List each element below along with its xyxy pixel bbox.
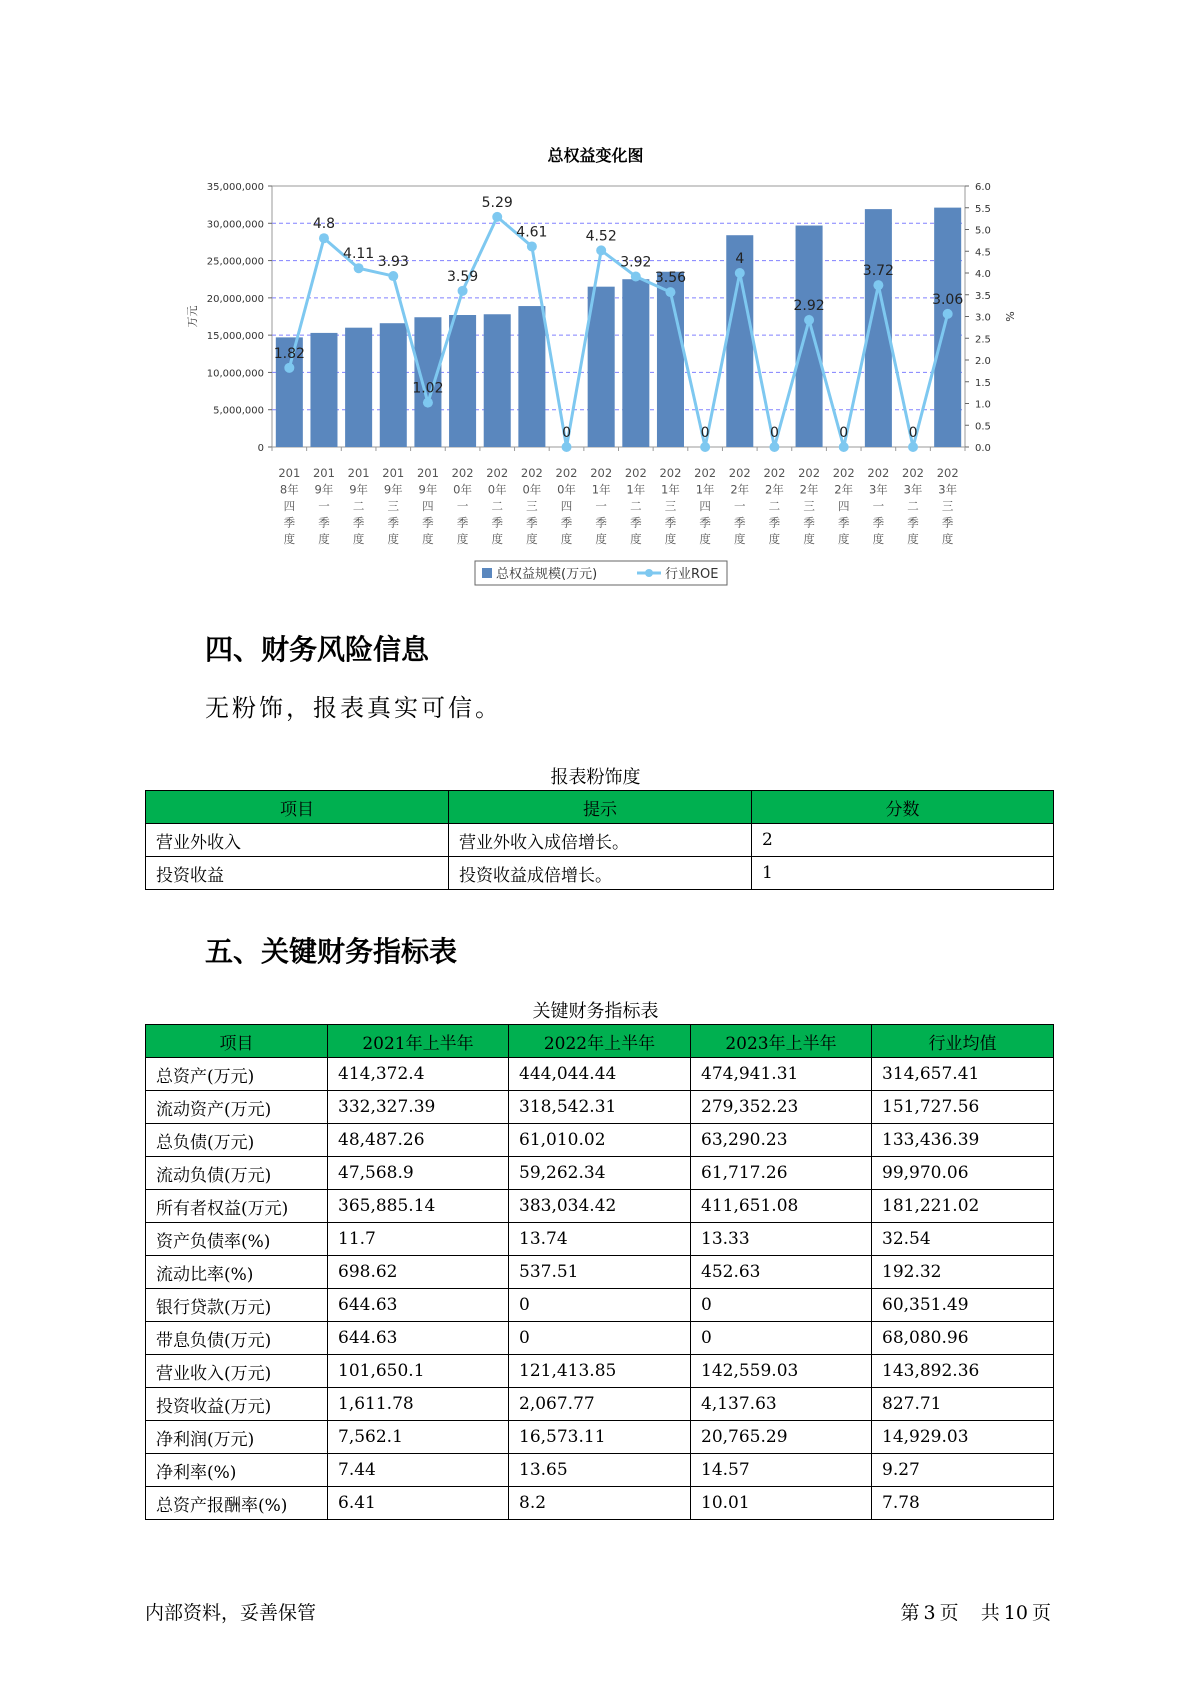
y2-tick-label: 6.0: [975, 182, 991, 193]
kpi-table-cell: 314,657.41: [872, 1058, 1054, 1091]
roe-data-label: 3.59: [446, 268, 479, 285]
kpi-table-row: [146, 1091, 1054, 1124]
roe-data-label: 0: [839, 425, 849, 441]
kpi-table-row: [146, 1454, 1054, 1487]
roe-data-label: 4.61: [516, 224, 548, 241]
roe-data-label: 0: [562, 425, 571, 441]
risk-table-header-cell: 提示: [449, 791, 752, 824]
legend-bar-swatch: [482, 568, 492, 578]
kpi-table: [145, 1024, 1054, 1520]
roe-point: [631, 271, 641, 281]
kpi-table-header-cell: 项目: [146, 1025, 328, 1058]
kpi-table-row: [146, 1256, 1054, 1289]
kpi-table-row: [146, 1223, 1054, 1256]
kpi-table-caption: 关键财务指标表: [532, 1001, 659, 1022]
kpi-table-cell: 452.63: [691, 1256, 872, 1289]
x-tick-label: 202 0年二季度: [486, 466, 509, 546]
plot-frame: [272, 186, 965, 447]
kpi-table-cell: 32.54: [872, 1223, 1054, 1256]
kpi-table-cell: 383,034.42: [509, 1190, 691, 1223]
roe-point: [284, 363, 294, 373]
y-tick-label: 15,000,000: [206, 331, 264, 343]
section4-text: 无粉饰，报表真实可信。: [205, 694, 502, 722]
risk-table-cell: 投资收益: [146, 857, 449, 890]
page-unit: 页: [939, 1602, 959, 1624]
kpi-table-cell: 净利润(万元): [146, 1421, 328, 1454]
risk-table-row: [146, 857, 1054, 890]
y-tick-label: 0: [257, 443, 264, 454]
total-label: 共: [980, 1602, 1000, 1624]
y2-tick-label: 4.5: [975, 247, 991, 259]
kpi-table-row: [146, 1190, 1054, 1223]
roe-point: [943, 309, 953, 319]
page-number: 3: [923, 1602, 936, 1624]
kpi-table-cell: 8.2: [509, 1487, 691, 1520]
kpi-table-cell: 474,941.31: [691, 1058, 872, 1091]
roe-point: [769, 442, 779, 452]
roe-point: [562, 442, 572, 452]
roe-data-label: 3.92: [620, 254, 652, 271]
risk-table-cell: 1: [752, 857, 1054, 890]
y2-tick-label: 3.5: [975, 290, 991, 302]
equity-bar: [310, 333, 337, 447]
roe-data-label: 4.8: [312, 216, 336, 233]
kpi-table-cell: 0: [509, 1289, 691, 1322]
roe-point: [388, 271, 398, 281]
chart-title: 总权益变化图: [547, 146, 644, 165]
risk-table-row: [146, 824, 1054, 857]
kpi-table-cell: 6.41: [328, 1487, 509, 1520]
roe-point: [908, 442, 918, 452]
kpi-table-cell: 48,487.26: [328, 1124, 509, 1157]
kpi-table-row: [146, 1421, 1054, 1454]
roe-data-label: 1.82: [273, 345, 305, 362]
y2-tick-label: 5.0: [975, 225, 991, 237]
roe-point: [804, 315, 814, 325]
risk-table-header-cell: 分数: [752, 791, 1054, 824]
footer-page-info: [899, 1598, 1053, 1625]
kpi-table-header-row: [146, 1025, 1054, 1058]
kpi-table-row: [146, 1355, 1054, 1388]
roe-point: [700, 442, 710, 452]
x-tick-label: 202 3年三季度: [936, 466, 959, 546]
roe-data-label: 4: [735, 251, 745, 267]
risk-table-header-cell: 项目: [146, 791, 449, 824]
kpi-table-cell: 1,611.78: [328, 1388, 509, 1421]
legend-bar-label: 总权益规模(万元): [496, 567, 598, 582]
y-tick-label: 35,000,000: [206, 182, 264, 193]
kpi-table-cell: 13.33: [691, 1223, 872, 1256]
kpi-table-cell: 带息负债(万元): [146, 1322, 328, 1355]
legend-line-label: 行业ROE: [665, 567, 719, 582]
roe-point: [839, 442, 849, 452]
kpi-table-cell: 营业收入(万元): [146, 1355, 328, 1388]
kpi-table-row: [146, 1058, 1054, 1091]
footer-confidential: 内部资料，妥善保管: [145, 1602, 317, 1624]
y2-tick-label: 0.0: [975, 443, 991, 454]
x-tick-label: 202 1年一季度: [590, 466, 613, 546]
kpi-table-cell: 投资收益(万元): [146, 1388, 328, 1421]
roe-data-label: 2.92: [793, 297, 825, 314]
kpi-table-cell: 60,351.49: [872, 1289, 1054, 1322]
roe-point: [873, 280, 883, 290]
section4-heading: 四、财务风险信息: [205, 633, 430, 666]
equity-bar: [622, 279, 649, 447]
x-tick-label: 201 9年三季度: [382, 466, 405, 546]
total-pages: 10: [1003, 1602, 1028, 1624]
kpi-table-cell: 总资产(万元): [146, 1058, 328, 1091]
roe-data-label: 4.52: [585, 228, 617, 245]
y2-tick-label: 1.0: [975, 399, 991, 411]
equity-bar: [345, 328, 372, 447]
risk-table-cell: 投资收益成倍增长。: [449, 857, 752, 890]
roe-point: [354, 263, 364, 273]
kpi-table-cell: 14,929.03: [872, 1421, 1054, 1454]
kpi-table-cell: 181,221.02: [872, 1190, 1054, 1223]
kpi-table-cell: 流动比率(%): [146, 1256, 328, 1289]
kpi-table-cell: 151,727.56: [872, 1091, 1054, 1124]
roe-data-label: 0: [769, 425, 779, 441]
kpi-table-cell: 所有者权益(万元): [146, 1190, 328, 1223]
y-tick-label: 5,000,000: [213, 405, 264, 417]
kpi-table-cell: 9.27: [872, 1454, 1054, 1487]
kpi-table-cell: 121,413.85: [509, 1355, 691, 1388]
kpi-table-cell: 11.7: [328, 1223, 509, 1256]
kpi-table-header-cell: 行业均值: [872, 1025, 1054, 1058]
kpi-table-cell: 698.62: [328, 1256, 509, 1289]
x-tick-label: 202 2年三季度: [798, 466, 821, 546]
kpi-table-cell: 537.51: [509, 1256, 691, 1289]
roe-data-label: 0: [700, 425, 710, 441]
kpi-table-cell: 13.65: [509, 1454, 691, 1487]
kpi-table-row: [146, 1157, 1054, 1190]
x-tick-label: 201 8年四季度: [278, 466, 301, 546]
kpi-table-cell: 192.32: [872, 1256, 1054, 1289]
x-tick-label: 202 1年四季度: [694, 466, 717, 546]
kpi-table-cell: 16,573.11: [509, 1421, 691, 1454]
kpi-table-row: [146, 1322, 1054, 1355]
y2-tick-label: 1.5: [975, 377, 991, 389]
kpi-table-cell: 总资产报酬率(%): [146, 1487, 328, 1520]
kpi-table-cell: 流动资产(万元): [146, 1091, 328, 1124]
roe-point: [665, 287, 675, 297]
kpi-table-cell: 流动负债(万元): [146, 1157, 328, 1190]
kpi-table-cell: 61,717.26: [691, 1157, 872, 1190]
x-tick-label: 201 9年一季度: [312, 466, 335, 546]
equity-bar: [380, 323, 407, 447]
x-tick-label: 202 3年二季度: [902, 466, 925, 546]
x-tick-label: 202 0年三季度: [520, 466, 543, 546]
risk-table: [145, 790, 1054, 890]
x-tick-label: 201 9年二季度: [347, 466, 370, 546]
y-tick-label: 20,000,000: [206, 293, 264, 305]
kpi-table-cell: 133,436.39: [872, 1124, 1054, 1157]
roe-data-label: 3.72: [862, 263, 894, 280]
x-tick-label: 202 1年三季度: [659, 466, 682, 546]
kpi-table-cell: 13.74: [509, 1223, 691, 1256]
kpi-table-row: [146, 1487, 1054, 1520]
roe-data-label: 4.11: [343, 246, 375, 263]
x-tick-label: 202 2年一季度: [728, 466, 751, 546]
roe-data-label: 3.56: [654, 270, 687, 287]
roe-data-label: 3.06: [932, 291, 964, 308]
kpi-table-cell: 99,970.06: [872, 1157, 1054, 1190]
roe-point: [423, 398, 433, 408]
kpi-table-cell: 365,885.14: [328, 1190, 509, 1223]
kpi-table-cell: 644.63: [328, 1322, 509, 1355]
kpi-table-row: [146, 1289, 1054, 1322]
roe-point: [596, 245, 606, 255]
kpi-table-cell: 0: [691, 1289, 872, 1322]
kpi-table-cell: 资产负债率(%): [146, 1223, 328, 1256]
kpi-table-header-cell: 2022年上半年: [509, 1025, 691, 1058]
page-label: 第: [900, 1602, 920, 1624]
x-tick-label: 202 2年四季度: [832, 466, 855, 546]
kpi-table-cell: 61,010.02: [509, 1124, 691, 1157]
roe-point: [458, 286, 468, 296]
kpi-table-cell: 0: [509, 1322, 691, 1355]
x-tick-label: 202 0年四季度: [555, 466, 578, 546]
x-tick-label: 202 2年二季度: [763, 466, 786, 546]
section5-heading: 五、关键财务指标表: [205, 935, 458, 968]
roe-point: [527, 241, 537, 251]
kpi-table-cell: 332,327.39: [328, 1091, 509, 1124]
y-tick-label: 10,000,000: [206, 368, 264, 380]
roe-data-label: 3.93: [377, 254, 409, 271]
kpi-table-cell: 444,044.44: [509, 1058, 691, 1091]
roe-data-label: 5.29: [481, 194, 513, 211]
equity-bar: [932, 208, 964, 447]
kpi-table-cell: 59,262.34: [509, 1157, 691, 1190]
kpi-table-cell: 4,137.63: [691, 1388, 872, 1421]
kpi-table-cell: 101,650.1: [328, 1355, 509, 1388]
y-tick-label: 25,000,000: [206, 256, 264, 268]
roe-point: [319, 233, 329, 243]
kpi-table-cell: 10.01: [691, 1487, 872, 1520]
x-tick-label: 201 9年四季度: [416, 466, 439, 546]
x-tick-label: 202 0年一季度: [451, 466, 474, 546]
kpi-table-cell: 2,067.77: [509, 1388, 691, 1421]
roe-point: [492, 212, 502, 222]
x-tick-label: 202 3年一季度: [867, 466, 890, 546]
kpi-table-cell: 644.63: [328, 1289, 509, 1322]
y2-tick-label: 0.5: [975, 421, 991, 433]
kpi-table-cell: 总负债(万元): [146, 1124, 328, 1157]
risk-table-cell: 营业外收入成倍增长。: [449, 824, 752, 857]
kpi-table-cell: 68,080.96: [872, 1322, 1054, 1355]
kpi-table-cell: 827.71: [872, 1388, 1054, 1421]
kpi-table-header-cell: 2021年上半年: [328, 1025, 509, 1058]
risk-table-cell: 2: [752, 824, 1054, 857]
y2-tick-label: 2.5: [975, 334, 991, 346]
kpi-table-cell: 47,568.9: [328, 1157, 509, 1190]
total-unit: 页: [1031, 1602, 1051, 1624]
kpi-table-cell: 142,559.03: [691, 1355, 872, 1388]
equity-bar: [484, 314, 511, 447]
y2-tick-label: 4.0: [975, 269, 991, 280]
kpi-table-cell: 279,352.23: [691, 1091, 872, 1124]
kpi-table-cell: 0: [691, 1322, 872, 1355]
y2-tick-label: 5.5: [975, 203, 991, 215]
kpi-table-cell: 7.78: [872, 1487, 1054, 1520]
equity-bar: [518, 306, 545, 447]
kpi-table-cell: 7,562.1: [328, 1421, 509, 1454]
kpi-table-cell: 143,892.36: [872, 1355, 1054, 1388]
kpi-table-cell: 净利率(%): [146, 1454, 328, 1487]
y2-tick-label: 3.0: [975, 312, 991, 324]
kpi-table-row: [146, 1388, 1054, 1421]
kpi-table-cell: 318,542.31: [509, 1091, 691, 1124]
risk-table-header-row: [146, 791, 1054, 824]
risk-table-cell: 营业外收入: [146, 824, 449, 857]
kpi-table-cell: 20,765.29: [691, 1421, 872, 1454]
kpi-table-header-cell: 2023年上半年: [691, 1025, 872, 1058]
kpi-table-cell: 银行贷款(万元): [146, 1289, 328, 1322]
equity-chart: [0, 160, 1191, 600]
equity-bar: [449, 315, 476, 447]
kpi-table-cell: 14.57: [691, 1454, 872, 1487]
y2-axis-label: %: [1003, 311, 1016, 322]
kpi-table-cell: 414,372.4: [328, 1058, 509, 1091]
equity-bar: [796, 226, 823, 447]
x-tick-label: 202 1年二季度: [624, 466, 647, 546]
kpi-table-cell: 63,290.23: [691, 1124, 872, 1157]
kpi-table-cell: 411,651.08: [691, 1190, 872, 1223]
y2-tick-label: 2.0: [975, 356, 991, 367]
kpi-table-row: [146, 1124, 1054, 1157]
roe-data-label: 1.02: [412, 380, 444, 397]
risk-table-caption: 报表粉饰度: [550, 767, 641, 788]
y-axis-label: 万元: [186, 305, 199, 328]
roe-data-label: 0: [908, 425, 918, 441]
y-tick-label: 30,000,000: [206, 219, 264, 231]
roe-point: [735, 268, 745, 278]
kpi-table-cell: 7.44: [328, 1454, 509, 1487]
legend-line-marker: [645, 569, 653, 577]
